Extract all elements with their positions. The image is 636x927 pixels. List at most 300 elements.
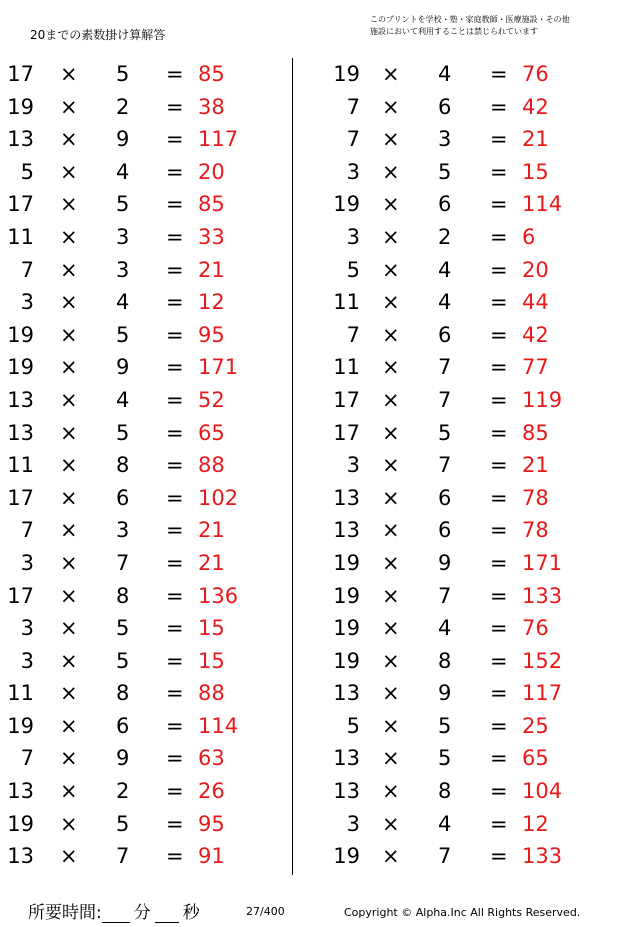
answer: 114	[522, 192, 563, 217]
operand-a: 13	[7, 127, 34, 152]
operand-a: 13	[7, 420, 34, 445]
problem-row	[0, 351, 290, 384]
answer: 20	[198, 159, 225, 184]
problem-row	[0, 123, 290, 156]
time-taken-field	[28, 898, 204, 923]
multiply-sign: ×	[60, 550, 78, 575]
time-taken-label: 所要時間:	[28, 903, 102, 923]
equals-sign: =	[490, 224, 508, 249]
operand-a: 17	[7, 583, 34, 608]
answer: 119	[522, 387, 563, 412]
problem-row	[326, 514, 616, 547]
multiply-sign: ×	[60, 322, 78, 347]
operand-a: 5	[346, 713, 360, 738]
answer: 42	[522, 94, 549, 119]
operand-b: 5	[438, 746, 452, 771]
answer: 117	[522, 681, 563, 706]
problem-row	[326, 840, 616, 873]
operand-b: 6	[438, 192, 452, 217]
operand-a: 19	[333, 648, 360, 673]
equals-sign: =	[490, 746, 508, 771]
problem-row	[326, 547, 616, 580]
problem-row	[0, 840, 290, 873]
problem-row	[0, 221, 290, 254]
answer: 6	[522, 224, 536, 249]
operand-b: 6	[438, 485, 452, 510]
multiply-sign: ×	[382, 62, 400, 86]
operand-b: 5	[116, 322, 130, 347]
problem-row	[326, 482, 616, 515]
left-problem-column	[0, 58, 290, 873]
answer: 85	[522, 420, 549, 445]
operand-a: 7	[20, 257, 34, 282]
operand-a: 13	[7, 779, 34, 804]
equals-sign: =	[490, 290, 508, 315]
operand-a: 13	[7, 844, 34, 869]
operand-b: 5	[116, 811, 130, 836]
operand-a: 5	[346, 257, 360, 282]
answer: 76	[522, 616, 549, 641]
equals-sign: =	[166, 616, 184, 641]
operand-b: 8	[438, 648, 452, 673]
problem-row	[0, 384, 290, 417]
operand-a: 19	[7, 322, 34, 347]
operand-b: 5	[116, 192, 130, 217]
problem-row	[0, 417, 290, 450]
equals-sign: =	[166, 62, 184, 86]
problem-row	[326, 612, 616, 645]
operand-b: 7	[116, 550, 130, 575]
operand-b: 5	[438, 713, 452, 738]
operand-a: 19	[333, 550, 360, 575]
equals-sign: =	[490, 648, 508, 673]
multiply-sign: ×	[60, 485, 78, 510]
multiply-sign: ×	[382, 224, 400, 249]
operand-b: 5	[116, 420, 130, 445]
minutes-unit: 分	[133, 903, 151, 923]
answer: 104	[522, 779, 563, 804]
answer: 136	[198, 583, 239, 608]
equals-sign: =	[166, 485, 184, 510]
multiply-sign: ×	[382, 257, 400, 282]
operand-b: 8	[116, 453, 130, 478]
operand-b: 9	[116, 127, 130, 152]
multiply-sign: ×	[382, 355, 400, 380]
operand-b: 9	[116, 355, 130, 380]
operand-b: 2	[438, 224, 452, 249]
problem-row	[0, 710, 290, 743]
operand-b: 7	[438, 387, 452, 412]
answer: 88	[198, 453, 225, 478]
operand-b: 7	[438, 355, 452, 380]
answer: 15	[522, 159, 549, 184]
operand-b: 6	[116, 485, 130, 510]
operand-b: 3	[438, 127, 452, 152]
operand-a: 3	[346, 159, 360, 184]
answer: 12	[522, 811, 549, 836]
operand-a: 17	[333, 420, 360, 445]
operand-b: 2	[116, 94, 130, 119]
answer: 133	[522, 844, 563, 869]
operand-a: 13	[333, 681, 360, 706]
seconds-blank	[155, 904, 179, 923]
operand-a: 7	[346, 94, 360, 119]
multiply-sign: ×	[60, 257, 78, 282]
operand-a: 19	[333, 616, 360, 641]
problem-row	[0, 775, 290, 808]
answer: 117	[198, 127, 239, 152]
problem-row	[326, 775, 616, 808]
problem-row	[326, 677, 616, 710]
operand-a: 7	[346, 322, 360, 347]
equals-sign: =	[490, 779, 508, 804]
multiply-sign: ×	[382, 713, 400, 738]
problem-row	[0, 91, 290, 124]
multiply-sign: ×	[382, 648, 400, 673]
problem-row	[0, 580, 290, 613]
answer: 15	[198, 616, 225, 641]
operand-a: 17	[333, 387, 360, 412]
answer: 102	[198, 485, 239, 510]
usage-notice-line-2: 施設において利用することは禁じられています	[370, 27, 538, 36]
operand-a: 13	[333, 518, 360, 543]
problem-row	[0, 319, 290, 352]
operand-a: 13	[333, 779, 360, 804]
operand-a: 19	[7, 713, 34, 738]
equals-sign: =	[490, 355, 508, 380]
multiply-sign: ×	[60, 844, 78, 869]
operand-b: 2	[116, 779, 130, 804]
answer: 63	[198, 746, 225, 771]
multiply-sign: ×	[60, 420, 78, 445]
operand-b: 3	[116, 518, 130, 543]
problem-row	[0, 156, 290, 189]
operand-a: 3	[20, 550, 34, 575]
operand-a: 3	[346, 224, 360, 249]
multiply-sign: ×	[60, 290, 78, 315]
multiply-sign: ×	[382, 518, 400, 543]
answer: 77	[522, 355, 549, 380]
problem-row	[0, 677, 290, 710]
equals-sign: =	[490, 453, 508, 478]
multiply-sign: ×	[60, 681, 78, 706]
operand-a: 19	[333, 62, 360, 86]
operand-b: 4	[438, 290, 452, 315]
operand-a: 7	[20, 746, 34, 771]
answer: 114	[198, 713, 239, 738]
equals-sign: =	[166, 811, 184, 836]
seconds-unit: 秒	[182, 903, 200, 923]
multiply-sign: ×	[382, 550, 400, 575]
problem-row	[0, 188, 290, 221]
problem-row	[326, 645, 616, 678]
equals-sign: =	[490, 844, 508, 869]
operand-b: 4	[116, 290, 130, 315]
answer: 95	[198, 811, 225, 836]
multiply-sign: ×	[60, 713, 78, 738]
equals-sign: =	[490, 322, 508, 347]
multiply-sign: ×	[60, 355, 78, 380]
operand-b: 8	[116, 583, 130, 608]
answer: 12	[198, 290, 225, 315]
equals-sign: =	[166, 746, 184, 771]
operand-b: 7	[438, 453, 452, 478]
operand-a: 5	[20, 159, 34, 184]
problem-row	[326, 417, 616, 450]
operand-b: 6	[438, 518, 452, 543]
multiply-sign: ×	[60, 192, 78, 217]
problem-row	[0, 547, 290, 580]
multiply-sign: ×	[60, 648, 78, 673]
operand-b: 7	[438, 583, 452, 608]
multiply-sign: ×	[382, 746, 400, 771]
equals-sign: =	[490, 583, 508, 608]
operand-a: 19	[333, 583, 360, 608]
multiply-sign: ×	[382, 681, 400, 706]
operand-b: 3	[116, 224, 130, 249]
answer: 38	[198, 94, 225, 119]
answer: 171	[522, 550, 563, 575]
multiply-sign: ×	[60, 616, 78, 641]
multiply-sign: ×	[60, 746, 78, 771]
multiply-sign: ×	[382, 485, 400, 510]
operand-a: 7	[20, 518, 34, 543]
equals-sign: =	[490, 192, 508, 217]
equals-sign: =	[490, 518, 508, 543]
equals-sign: =	[166, 844, 184, 869]
problem-row	[326, 580, 616, 613]
multiply-sign: ×	[60, 583, 78, 608]
multiply-sign: ×	[60, 453, 78, 478]
operand-b: 6	[438, 322, 452, 347]
answer: 78	[522, 485, 549, 510]
operand-a: 11	[7, 224, 34, 249]
answer: 152	[522, 648, 563, 673]
multiply-sign: ×	[60, 779, 78, 804]
operand-a: 19	[7, 811, 34, 836]
operand-a: 3	[20, 616, 34, 641]
operand-a: 13	[333, 746, 360, 771]
equals-sign: =	[166, 159, 184, 184]
operand-b: 5	[438, 159, 452, 184]
operand-b: 4	[116, 159, 130, 184]
equals-sign: =	[166, 192, 184, 217]
operand-b: 8	[438, 779, 452, 804]
operand-b: 9	[438, 550, 452, 575]
answer: 52	[198, 387, 225, 412]
answer: 76	[522, 62, 549, 86]
equals-sign: =	[166, 453, 184, 478]
multiply-sign: ×	[382, 420, 400, 445]
answer: 20	[522, 257, 549, 282]
operand-a: 11	[7, 453, 34, 478]
equals-sign: =	[490, 713, 508, 738]
worksheet-title: 20までの素数掛け算解答	[30, 28, 166, 42]
problem-row	[0, 482, 290, 515]
equals-sign: =	[490, 420, 508, 445]
equals-sign: =	[166, 94, 184, 119]
problem-row	[326, 156, 616, 189]
operand-a: 7	[346, 127, 360, 152]
multiply-sign: ×	[60, 224, 78, 249]
copyright-notice: Copyright © Alpha.Inc All Rights Reserved.	[344, 906, 581, 919]
answer: 21	[522, 127, 549, 152]
equals-sign: =	[166, 355, 184, 380]
operand-a: 3	[346, 811, 360, 836]
multiply-sign: ×	[382, 322, 400, 347]
equals-sign: =	[166, 387, 184, 412]
problem-row	[0, 742, 290, 775]
problem-row	[326, 58, 616, 91]
equals-sign: =	[490, 159, 508, 184]
operand-a: 19	[7, 94, 34, 119]
equals-sign: =	[490, 62, 508, 86]
operand-a: 17	[7, 62, 34, 86]
operand-a: 11	[7, 681, 34, 706]
multiply-sign: ×	[60, 159, 78, 184]
multiply-sign: ×	[382, 583, 400, 608]
problem-row	[326, 710, 616, 743]
operand-b: 4	[438, 62, 452, 86]
problem-row	[326, 286, 616, 319]
answer: 65	[522, 746, 549, 771]
answer: 33	[198, 224, 225, 249]
answer: 85	[198, 62, 225, 86]
operand-a: 3	[20, 290, 34, 315]
problem-row	[0, 58, 290, 91]
problem-row	[326, 351, 616, 384]
answer: 65	[198, 420, 225, 445]
operand-a: 11	[333, 290, 360, 315]
equals-sign: =	[166, 322, 184, 347]
equals-sign: =	[490, 485, 508, 510]
answer: 88	[198, 681, 225, 706]
operand-b: 4	[438, 616, 452, 641]
equals-sign: =	[490, 616, 508, 641]
answer: 21	[198, 257, 225, 282]
equals-sign: =	[166, 713, 184, 738]
operand-b: 5	[438, 420, 452, 445]
answer: 91	[198, 844, 225, 869]
equals-sign: =	[490, 681, 508, 706]
answer: 42	[522, 322, 549, 347]
operand-b: 5	[116, 616, 130, 641]
problem-row	[326, 808, 616, 841]
multiply-sign: ×	[382, 387, 400, 412]
equals-sign: =	[166, 127, 184, 152]
multiply-sign: ×	[60, 811, 78, 836]
operand-b: 4	[438, 257, 452, 282]
equals-sign: =	[166, 648, 184, 673]
usage-notice	[370, 14, 570, 38]
answer: 25	[522, 713, 549, 738]
problem-row	[326, 742, 616, 775]
multiply-sign: ×	[382, 127, 400, 152]
operand-a: 19	[333, 192, 360, 217]
problem-row	[0, 449, 290, 482]
operand-b: 5	[116, 648, 130, 673]
right-problem-column	[326, 58, 616, 873]
equals-sign: =	[166, 583, 184, 608]
operand-a: 17	[7, 485, 34, 510]
equals-sign: =	[166, 518, 184, 543]
equals-sign: =	[166, 550, 184, 575]
operand-b: 6	[438, 94, 452, 119]
operand-a: 13	[7, 387, 34, 412]
answer: 133	[522, 583, 563, 608]
problem-row	[0, 286, 290, 319]
operand-b: 7	[438, 844, 452, 869]
operand-b: 8	[116, 681, 130, 706]
column-divider	[292, 58, 293, 875]
equals-sign: =	[490, 550, 508, 575]
multiply-sign: ×	[382, 844, 400, 869]
equals-sign: =	[490, 257, 508, 282]
problem-row	[326, 384, 616, 417]
problem-row	[326, 91, 616, 124]
minutes-blank	[102, 904, 130, 923]
multiply-sign: ×	[60, 387, 78, 412]
operand-b: 6	[116, 713, 130, 738]
problem-row	[326, 449, 616, 482]
answer: 15	[198, 648, 225, 673]
problem-row	[326, 123, 616, 156]
equals-sign: =	[166, 681, 184, 706]
multiply-sign: ×	[382, 290, 400, 315]
equals-sign: =	[166, 420, 184, 445]
equals-sign: =	[490, 94, 508, 119]
multiply-sign: ×	[60, 127, 78, 152]
equals-sign: =	[166, 290, 184, 315]
equals-sign: =	[166, 779, 184, 804]
multiply-sign: ×	[382, 779, 400, 804]
problem-row	[0, 254, 290, 287]
operand-b: 4	[438, 811, 452, 836]
answer: 21	[522, 453, 549, 478]
multiply-sign: ×	[382, 159, 400, 184]
problem-row	[326, 221, 616, 254]
operand-b: 3	[116, 257, 130, 282]
problem-row	[0, 514, 290, 547]
problem-row	[0, 612, 290, 645]
operand-b: 9	[116, 746, 130, 771]
multiply-sign: ×	[60, 94, 78, 119]
operand-a: 3	[20, 648, 34, 673]
operand-a: 3	[346, 453, 360, 478]
equals-sign: =	[490, 811, 508, 836]
problem-row	[0, 808, 290, 841]
equals-sign: =	[490, 387, 508, 412]
multiply-sign: ×	[382, 192, 400, 217]
multiply-sign: ×	[382, 616, 400, 641]
answer: 95	[198, 322, 225, 347]
operand-b: 7	[116, 844, 130, 869]
multiply-sign: ×	[60, 518, 78, 543]
operand-a: 19	[333, 844, 360, 869]
multiply-sign: ×	[382, 453, 400, 478]
equals-sign: =	[490, 127, 508, 152]
answer: 44	[522, 290, 549, 315]
answer: 85	[198, 192, 225, 217]
problem-row	[326, 188, 616, 221]
answer: 26	[198, 779, 225, 804]
page-number: 27/400	[246, 905, 285, 918]
answer: 171	[198, 355, 239, 380]
answer: 21	[198, 550, 225, 575]
multiply-sign: ×	[382, 811, 400, 836]
answer: 21	[198, 518, 225, 543]
operand-b: 9	[438, 681, 452, 706]
